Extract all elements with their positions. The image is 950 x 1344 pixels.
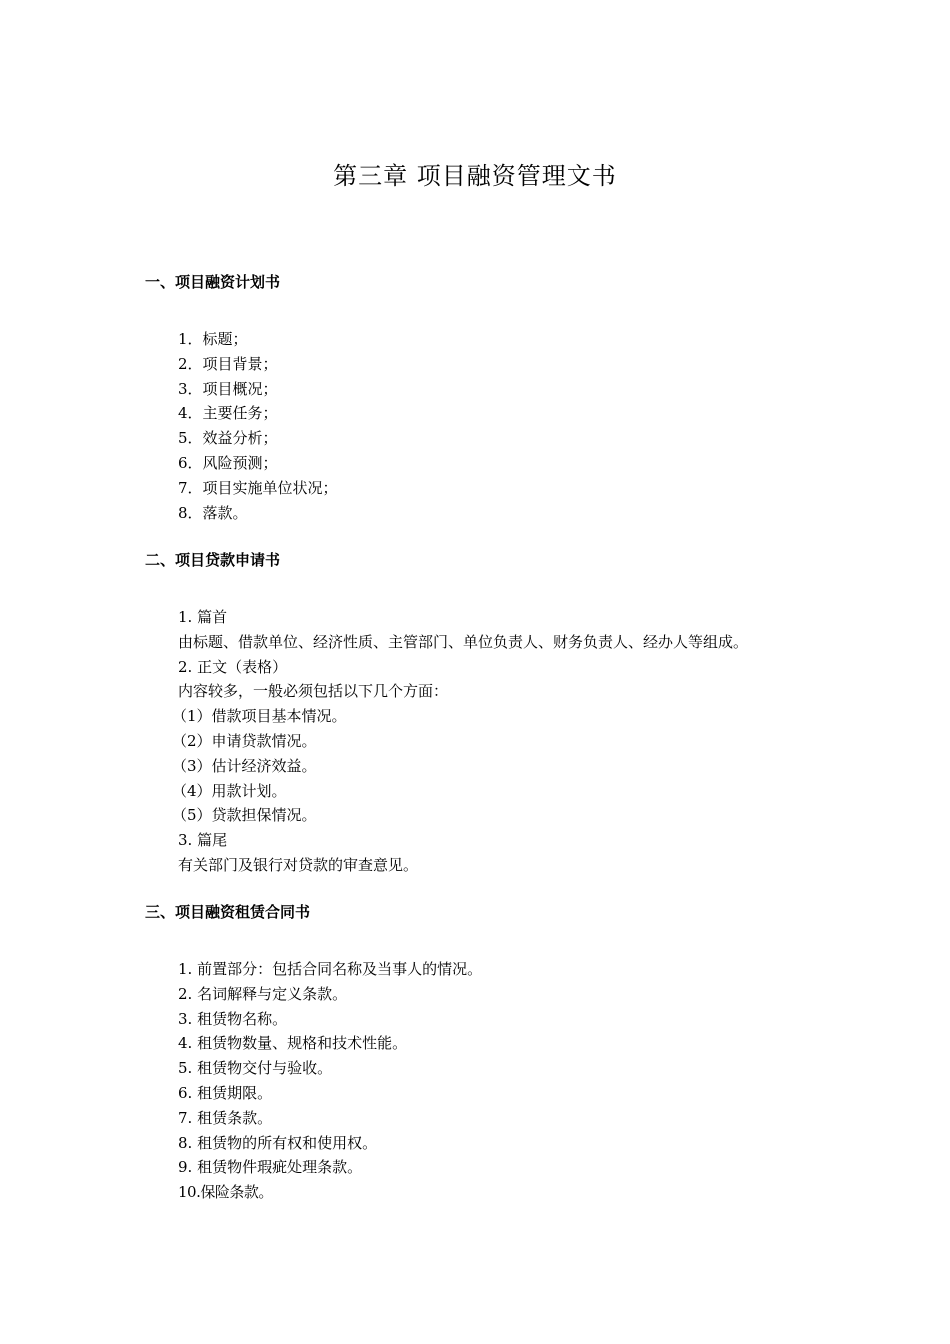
list-item: 5．效益分析； [178,429,278,448]
list-item: 由标题、借款单位、经济性质、主管部门、单位负责人、财务负责人、经办人等组成。 [178,632,749,651]
loan-application-list [172,605,749,878]
list-item: 5. 租赁物交付与验收。 [178,1059,333,1078]
list-item: （3）估计经济效益。 [172,756,317,775]
list-item: （1）借款项目基本情况。 [172,707,347,726]
list-item: 2. 正文（表格） [178,657,288,676]
list-item: （5）贷款担保情况。 [172,806,317,825]
list-item: 7．项目实施单位状况； [178,478,338,497]
list-item: 1．标题； [178,330,248,348]
list-item: 1. 前置部分：包括合同名称及当事人的情况。 [178,960,483,978]
list-item: （4）用款计划。 [172,781,287,800]
list-item: 2．项目背景； [178,354,278,373]
list-item: 有关部门及银行对贷款的审查意见。 [178,855,419,874]
financing-plan-list [178,327,338,525]
list-item: 1. 篇首 [178,608,228,626]
list-item: 3. 租赁物名称。 [178,1009,288,1028]
lease-contract-list [178,957,482,1205]
list-item: 10.保险条款。 [178,1183,273,1202]
list-item: 4．主要任务； [178,404,278,423]
list-item: 6．风险预测； [178,453,278,472]
list-item: 4. 租赁物数量、规格和技术性能。 [178,1034,408,1053]
section-heading-lease-contract: 三、项目融资租赁合同书 [145,903,311,921]
list-item: 3．项目概况； [178,379,278,398]
list-item: （2）申请贷款情况。 [172,731,317,750]
list-item: 8. 租赁物的所有权和使用权。 [178,1133,378,1152]
list-item: 内容较多，一般必须包括以下几个方面： [178,682,449,701]
list-item: 6. 租赁期限。 [178,1083,273,1102]
chapter-title: 第三章 项目融资管理文书 [333,162,617,190]
list-item: 9. 租赁物件瑕疵处理条款。 [178,1158,363,1177]
list-item: 3. 篇尾 [178,831,228,850]
list-item: 8．落款。 [178,503,248,522]
section-heading-loan-application: 二、项目贷款申请书 [145,551,281,569]
section-heading-financing-plan: 一、项目融资计划书 [145,273,281,291]
list-item: 7. 租赁条款。 [178,1108,273,1127]
list-item: 2. 名词解释与定义条款。 [178,984,348,1003]
